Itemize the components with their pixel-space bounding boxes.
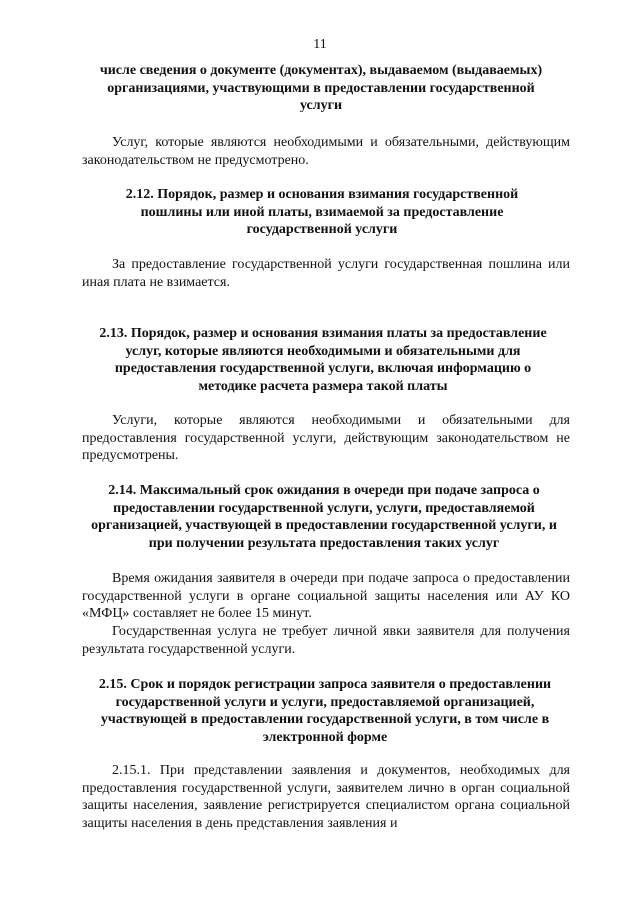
section-heading-continued: числе сведения о документе (документах), выдаваемом (выдаваемых) организациями, участвующими в предоставлении государственной услуги (99, 63, 543, 113)
page-number: 11 (313, 37, 327, 52)
paragraph-2-15-1: 2.15.1. При представлении заявления и документов, необходимых для предоставления государственной услуги, заявителем лично в орган социальной защиты населения, заявление регистрируется специалистом органа социальной защиты населения в день представления заявления и (82, 763, 570, 831)
paragraph-no-personal-visit: Государственная услуга не требует личной явки заявителя для получения результата государственной услуги. (82, 624, 570, 657)
paragraph-waiting-time: Время ожидания заявителя в очереди при подаче запроса о предоставлении государственной услуги в органе социальной защиты населения или АУ КО «МФЦ» составляет не более 15 минут. (82, 571, 570, 621)
paragraph-no-fee: За предоставление государственной услуги государственная пошлина или иная плата не взимается. (82, 257, 570, 290)
paragraph-no-required-services: Услуг, которые являются необходимыми и обязательными, действующим законодательством не предусмотрено. (82, 135, 570, 168)
paragraph-services-not-provided: Услуги, которые являются необходимыми и обязательными для предоставления государственной услуги, действующим законодательством не предусмотрены. (82, 413, 570, 463)
section-heading-2-13: 2.13. Порядок, размер и основания взимания платы за предоставление услуг, которые являются необходимыми и обязательными для предоставления государственной услуги, включая информацию о методике расчета размера такой платы (99, 326, 547, 394)
section-heading-2-12: 2.12. Порядок, размер и основания взимания государственной пошлины или иной платы, взимаемой за предоставление государственной услуги (125, 187, 519, 237)
section-heading-2-14: 2.14. Максимальный срок ожидания в очереди при подаче запроса о предоставлении государственной услуги, услуги, предоставляемой организацией, участвующей в предоставлении государственной услуги, и при получении результата предоставления таких услуг (91, 483, 557, 551)
section-heading-2-15: 2.15. Срок и порядок регистрации запроса заявителя о предоставлении государственной услуги и услуги, предоставляемой организацией, участвующей в предоставлении государственной услуги, в том числе в электронной форме (98, 677, 552, 745)
